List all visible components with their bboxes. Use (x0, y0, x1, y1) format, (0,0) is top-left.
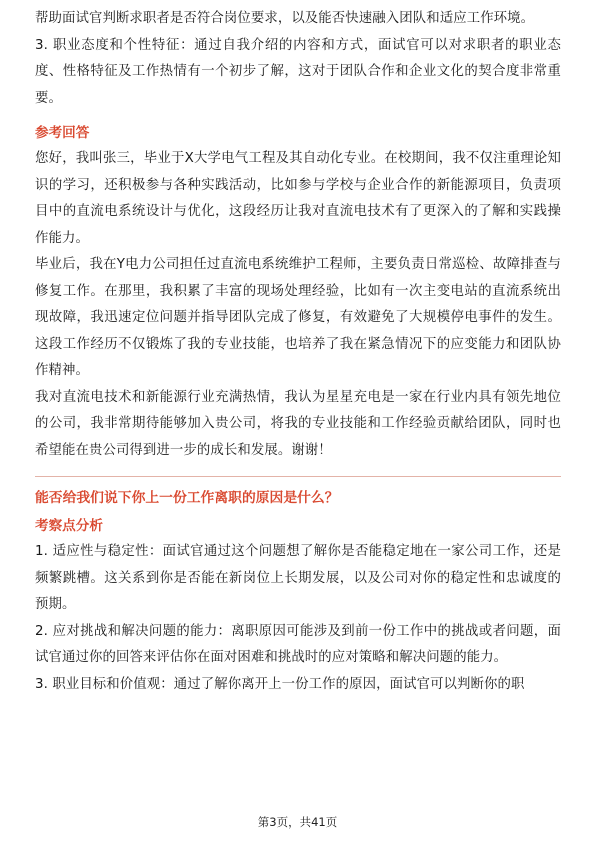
answer-paragraph-3: 我对直流电技术和新能源行业充满热情，我认为星星充电是一家在行业内具有领先地位的公司，我非常期待能够加入贵公司，将我的专业技能和工作经验贡献给团队，同时也希望能在贵公司得到进一步的成长和发展。谢谢！ (35, 389, 561, 458)
point-3-text: 3. 职业态度和个性特征：通过自我介绍的内容和方式，面试官可以对求职者的职业态度、性格特征及工作热情有一个初步了解，这对于团队合作和企业文化的契合度非常重要。 (35, 37, 561, 106)
page-number: 第3页，共41页 (257, 815, 338, 829)
analysis-point-3: 3. 职业目标和价值观：通过了解你离开上一份工作的原因，面试官可以判断你的职 (35, 676, 525, 692)
page-content (35, 6, 561, 698)
analysis-point-2: 2. 应对挑战和解决问题的能力：离职原因可能涉及到前一份工作中的挑战或者问题，面试官通过你的回答来评估你在面对困难和挑战时的应对策略和解决问题的能力。 (35, 623, 561, 665)
answer-paragraph-2: 毕业后，我在Y电力公司担任过直流电系统维护工程师，主要负责日常巡检、故障排查与修复工作。在那里，我积累了丰富的现场处理经验，比如有一次主变电站的直流系统出现故障，我迅速定位问题并指导团队完成了修复，有效避免了大规模停电事件的发生。这段工作经历不仅锻炼了我的专业技能，也培养了我在紧急情况下的应变能力和团队协作精神。 (35, 257, 561, 378)
continuation-text: 帮助面试官判断求职者是否符合岗位要求，以及能否快速融入团队和适应工作环境。 (35, 11, 535, 26)
question-title: 能否给我们说下你上一份工作离职的原因是什么？ (35, 490, 339, 506)
analysis-point-1: 1. 适应性与稳定性：面试官通过这个问题想了解你是否能稳定地在一家公司工作，还是频繁跳槽。这关系到你是否能在新岗位上长期发展，以及公司对你的稳定性和忠诚度的预期。 (35, 544, 561, 612)
analysis-heading: 考察点分析 (35, 518, 103, 534)
answer-heading: 参考回答 (35, 125, 90, 141)
answer-paragraph-1: 您好，我叫张三，毕业于X大学电气工程及其自动化专业。在校期间，我不仅注重理论知识的学习，还积极参与各种实践活动，比如参与学校与企业合作的新能源项目，负责项目中的直流电系统设计与优化，这段经历让我对直流电技术有了更深入的了解和实践操作能力。 (35, 151, 561, 246)
section-divider (35, 476, 561, 477)
